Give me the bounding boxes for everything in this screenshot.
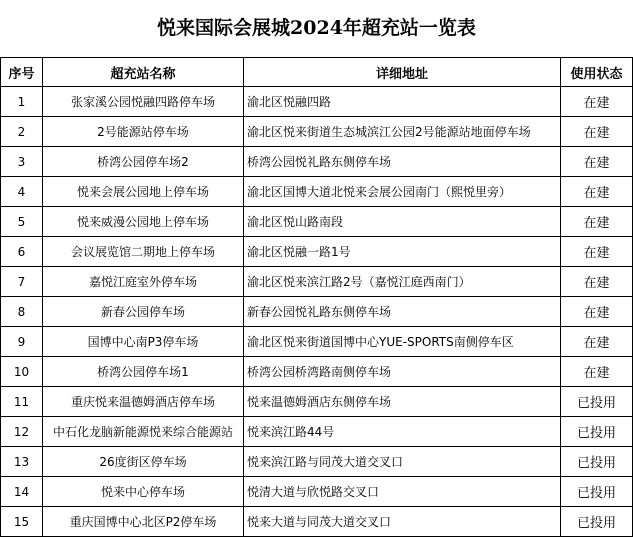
cell-station-name: 新春公园停车场 [43, 297, 244, 327]
cell-station-name: 桥湾公园停车场2 [43, 147, 244, 177]
page-title: 悦来国际会展城2024年超充站一览表 [157, 17, 476, 39]
cell-no: 13 [1, 447, 43, 477]
cell-status: 在建 [561, 357, 633, 387]
cell-no: 10 [1, 357, 43, 387]
cell-status: 在建 [561, 147, 633, 177]
cell-address: 悦清大道与欣悦路交叉口 [244, 477, 561, 507]
table-row [1, 207, 633, 237]
cell-station-name: 重庆国博中心北区P2停车场 [43, 507, 244, 537]
cell-status: 已投用 [561, 477, 633, 507]
cell-station-name: 悦来威漫公园地上停车场 [43, 207, 244, 237]
cell-no: 12 [1, 417, 43, 447]
cell-no: 4 [1, 177, 43, 207]
cell-status: 在建 [561, 237, 633, 267]
table-row [1, 117, 633, 147]
cell-no: 7 [1, 267, 43, 297]
cell-no: 5 [1, 207, 43, 237]
table-row [1, 357, 633, 387]
cell-station-name: 国博中心南P3停车场 [43, 327, 244, 357]
cell-address: 桥湾公园桥湾路南侧停车场 [244, 357, 561, 387]
cell-address: 悦来滨江路44号 [244, 417, 561, 447]
cell-address: 渝北区悦融一路1号 [244, 237, 561, 267]
table-row [1, 447, 633, 477]
cell-no: 15 [1, 507, 43, 537]
table-row [1, 507, 633, 537]
table-row [1, 267, 633, 297]
header-address: 详细地址 [244, 58, 561, 87]
cell-status: 已投用 [561, 447, 633, 477]
table-row [1, 297, 633, 327]
table-row [1, 147, 633, 177]
header-name: 超充站名称 [43, 58, 244, 87]
header-no: 序号 [1, 58, 43, 87]
table-row [1, 417, 633, 447]
cell-address: 悦来温德姆酒店东侧停车场 [244, 387, 561, 417]
cell-status: 在建 [561, 267, 633, 297]
cell-address: 渝北区悦融四路 [244, 87, 561, 117]
cell-no: 11 [1, 387, 43, 417]
cell-address: 渝北区悦来街道生态城滨江公园2号能源站地面停车场 [244, 117, 561, 147]
cell-no: 14 [1, 477, 43, 507]
cell-status: 在建 [561, 117, 633, 147]
cell-no: 6 [1, 237, 43, 267]
cell-no: 2 [1, 117, 43, 147]
table-row [1, 177, 633, 207]
cell-station-name: 张家溪公园悦融四路停车场 [43, 87, 244, 117]
cell-address: 桥湾公园悦礼路东侧停车场 [244, 147, 561, 177]
cell-no: 3 [1, 147, 43, 177]
cell-status: 已投用 [561, 387, 633, 417]
cell-status: 在建 [561, 87, 633, 117]
cell-address: 渝北区国博大道北悦来会展公园南门（熙悦里旁） [244, 177, 561, 207]
cell-station-name: 2号能源站停车场 [43, 117, 244, 147]
cell-status: 已投用 [561, 507, 633, 537]
cell-address: 新春公园悦礼路东侧停车场 [244, 297, 561, 327]
table-row [1, 237, 633, 267]
cell-station-name: 会议展览馆二期地上停车场 [43, 237, 244, 267]
header-status: 使用状态 [561, 58, 633, 87]
cell-address: 渝北区悦山路南段 [244, 207, 561, 237]
table-row [1, 327, 633, 357]
table-row [1, 87, 633, 117]
cell-status: 在建 [561, 327, 633, 357]
cell-status: 在建 [561, 297, 633, 327]
cell-status: 已投用 [561, 417, 633, 447]
cell-station-name: 悦来中心停车场 [43, 477, 244, 507]
cell-station-name: 重庆悦来温德姆酒店停车场 [43, 387, 244, 417]
cell-no: 9 [1, 327, 43, 357]
header-row [1, 58, 633, 87]
cell-no: 1 [1, 87, 43, 117]
cell-station-name: 中石化龙脑新能源悦来综合能源站 [43, 417, 244, 447]
cell-station-name: 桥湾公园停车场1 [43, 357, 244, 387]
table-row [1, 387, 633, 417]
cell-address: 渝北区悦来街道国博中心YUE-SPORTS南侧停车区 [244, 327, 561, 357]
cell-station-name: 悦来会展公园地上停车场 [43, 177, 244, 207]
table-row [1, 477, 633, 507]
charging-station-table [0, 57, 633, 537]
cell-status: 在建 [561, 177, 633, 207]
cell-station-name: 26度街区停车场 [43, 447, 244, 477]
cell-station-name: 嘉悦江庭室外停车场 [43, 267, 244, 297]
cell-status: 在建 [561, 207, 633, 237]
cell-address: 渝北区悦来滨江路2号（嘉悦江庭西南门） [244, 267, 561, 297]
cell-address: 悦来大道与同茂大道交叉口 [244, 507, 561, 537]
cell-no: 8 [1, 297, 43, 327]
cell-address: 悦来滨江路与同茂大道交叉口 [244, 447, 561, 477]
